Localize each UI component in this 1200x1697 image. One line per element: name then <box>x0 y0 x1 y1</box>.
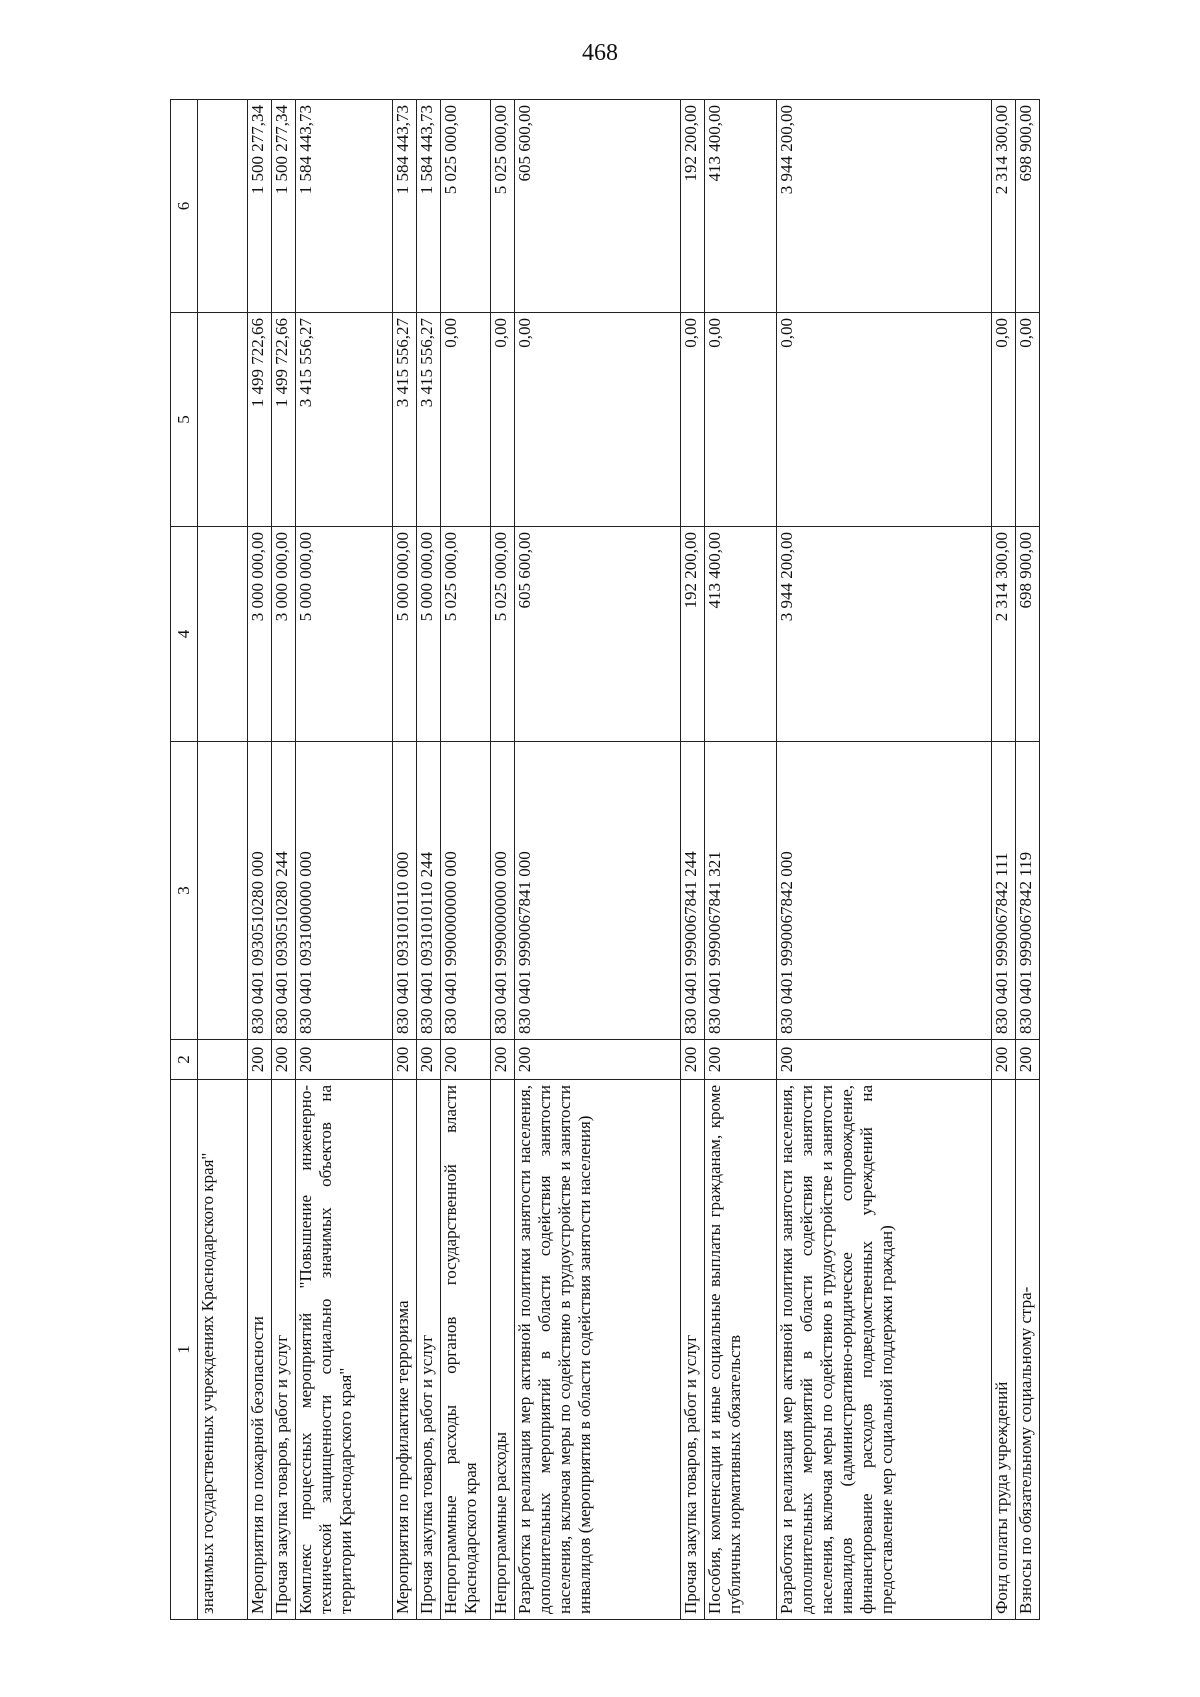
row-kbk: 830 0401 9900000000 000 <box>441 742 491 1040</box>
row-plan: 192 200,00 <box>681 527 705 742</box>
header-col-5: 5 <box>171 313 198 527</box>
row-remaining: 5 025 000,00 <box>491 100 515 313</box>
row-kbk: 830 0401 0931000000 000 <box>296 742 393 1040</box>
row-code: 200 <box>681 1040 705 1080</box>
row-remaining: 1 584 443,73 <box>296 100 393 313</box>
row-executed: 3 415 556,27 <box>417 313 441 527</box>
row-remaining: 2 314 300,00 <box>992 100 1016 313</box>
row-name: Мероприятия по пожарной безопасности <box>248 1080 272 1620</box>
row-kbk: 830 0401 9990067842 119 <box>1016 742 1040 1040</box>
row-code: 200 <box>777 1040 992 1080</box>
row-executed: 0,00 <box>441 313 491 527</box>
header-col-6: 6 <box>171 100 198 313</box>
row-name: Непрограммные расходы <box>491 1080 515 1620</box>
row-executed: 0,00 <box>1016 313 1040 527</box>
row-kbk: 830 0401 9990067841 000 <box>515 742 681 1040</box>
row-plan: 3 944 200,00 <box>777 527 992 742</box>
row-remaining: 605 600,00 <box>515 100 681 313</box>
header-row <box>171 100 198 1620</box>
row-plan: 2 314 300,00 <box>992 527 1016 742</box>
row-name: Прочая закупка товаров, работ и услуг <box>272 1080 296 1620</box>
row-plan: 5 025 000,00 <box>441 527 491 742</box>
row-code: 200 <box>515 1040 681 1080</box>
row-code: 200 <box>272 1040 296 1080</box>
row-kbk: 830 0401 9990067842 000 <box>777 742 992 1040</box>
row-plan: 3 000 000,00 <box>248 527 272 742</box>
row-name: значимых государственных учреждениях Краснодарского края" <box>198 1080 248 1620</box>
row-remaining: 1 500 277,34 <box>272 100 296 313</box>
row-plan: 5 000 000,00 <box>417 527 441 742</box>
row-executed: 3 415 556,27 <box>393 313 417 527</box>
table-row <box>1016 100 1040 1620</box>
row-executed: 0,00 <box>491 313 515 527</box>
row-code: 200 <box>705 1040 777 1080</box>
header-col-1: 1 <box>171 1080 198 1620</box>
row-kbk <box>198 742 248 1040</box>
header-col-4: 4 <box>171 527 198 742</box>
row-kbk: 830 0401 9990067842 111 <box>992 742 1016 1040</box>
row-kbk: 830 0401 9990000000 000 <box>491 742 515 1040</box>
row-plan: 698 900,00 <box>1016 527 1040 742</box>
header-col-3: 3 <box>171 742 198 1040</box>
header-col-2: 2 <box>171 1040 198 1080</box>
row-code: 200 <box>491 1040 515 1080</box>
table-row <box>393 100 417 1620</box>
row-executed: 0,00 <box>777 313 992 527</box>
table-row <box>417 100 441 1620</box>
table-row <box>491 100 515 1620</box>
row-name: Взносы по обязательному социальному стра- <box>1016 1080 1040 1620</box>
table-row <box>296 100 393 1620</box>
row-name: Прочая закупка товаров, работ и услуг <box>417 1080 441 1620</box>
rotated-table-container <box>170 100 1038 1620</box>
row-plan <box>198 527 248 742</box>
row-plan: 5 000 000,00 <box>296 527 393 742</box>
row-plan: 605 600,00 <box>515 527 681 742</box>
row-name: Комплекс процессных мероприятий "Повышение инженерно-технической защищенности социально значимых объектов на территории Краснодарского края" <box>296 1080 393 1620</box>
row-name: Фонд оплаты труда учреждений <box>992 1080 1016 1620</box>
row-executed: 0,00 <box>992 313 1016 527</box>
row-remaining: 413 400,00 <box>705 100 777 313</box>
row-code: 200 <box>441 1040 491 1080</box>
row-code <box>198 1040 248 1080</box>
table-row <box>248 100 272 1620</box>
table-row <box>515 100 681 1620</box>
table-row <box>705 100 777 1620</box>
row-plan: 413 400,00 <box>705 527 777 742</box>
row-kbk: 830 0401 0931010110 244 <box>417 742 441 1040</box>
row-remaining: 1 500 277,34 <box>248 100 272 313</box>
row-code: 200 <box>393 1040 417 1080</box>
row-remaining: 1 584 443,73 <box>393 100 417 313</box>
table-row <box>681 100 705 1620</box>
row-name: Прочая закупка товаров, работ и услуг <box>681 1080 705 1620</box>
budget-table <box>170 99 1040 1620</box>
row-name: Мероприятия по профилактике терроризма <box>393 1080 417 1620</box>
row-executed: 1 499 722,66 <box>248 313 272 527</box>
row-kbk: 830 0401 0930510280 244 <box>272 742 296 1040</box>
row-remaining: 5 025 000,00 <box>441 100 491 313</box>
row-remaining: 698 900,00 <box>1016 100 1040 313</box>
row-code: 200 <box>417 1040 441 1080</box>
row-kbk: 830 0401 0931010110 000 <box>393 742 417 1040</box>
table-row <box>992 100 1016 1620</box>
table-row <box>777 100 992 1620</box>
row-executed: 0,00 <box>681 313 705 527</box>
row-kbk: 830 0401 9990067841 321 <box>705 742 777 1040</box>
row-plan: 3 000 000,00 <box>272 527 296 742</box>
page-number: 468 <box>582 40 618 66</box>
row-plan: 5 025 000,00 <box>491 527 515 742</box>
row-executed: 0,00 <box>705 313 777 527</box>
row-remaining <box>198 100 248 313</box>
row-executed: 1 499 722,66 <box>272 313 296 527</box>
row-code: 200 <box>248 1040 272 1080</box>
row-code: 200 <box>296 1040 393 1080</box>
table-row <box>198 100 248 1620</box>
table-row <box>441 100 491 1620</box>
row-code: 200 <box>992 1040 1016 1080</box>
row-name: Разработка и реализация мер активной политики занятости населения, дополнительных мероприятий в области содействия занятости населения, включая меры по содействию в трудоустройстве и занятости инвалидов (административно-юридическое сопровождение, финансирование расходов подведомственных учреждений на предоставление мер социальной поддержки граждан) <box>777 1080 992 1620</box>
row-remaining: 192 200,00 <box>681 100 705 313</box>
row-name: Непрограммные расходы органов государственной власти Краснодарского края <box>441 1080 491 1620</box>
row-executed <box>198 313 248 527</box>
row-remaining: 1 584 443,73 <box>417 100 441 313</box>
row-name: Разработка и реализация мер активной политики занятости населения, дополнительных мероприятий в области содействия занятости населения, включая меры по содействию в трудоустройстве и занятости инвалидов (мероприятия в области содействия занятости населения) <box>515 1080 681 1620</box>
table-row <box>272 100 296 1620</box>
row-plan: 5 000 000,00 <box>393 527 417 742</box>
row-name: Пособия, компенсации и иные социальные выплаты гражданам, кроме публичных нормативных обязательств <box>705 1080 777 1620</box>
row-code: 200 <box>1016 1040 1040 1080</box>
row-executed: 0,00 <box>515 313 681 527</box>
row-executed: 3 415 556,27 <box>296 313 393 527</box>
row-remaining: 3 944 200,00 <box>777 100 992 313</box>
row-kbk: 830 0401 0930510280 000 <box>248 742 272 1040</box>
row-kbk: 830 0401 9990067841 244 <box>681 742 705 1040</box>
